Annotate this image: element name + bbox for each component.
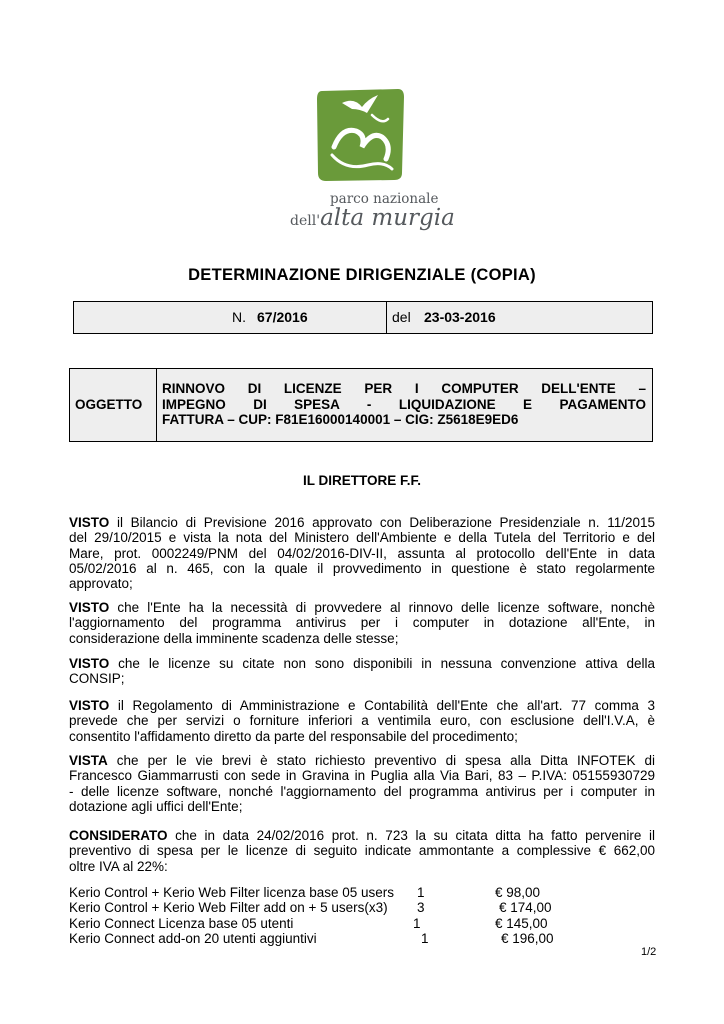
item-description: Kerio Connect add-on 20 utenti aggiuntivi: [69, 930, 317, 946]
paragraph-line: VISTA che per le vie brevi è stato richiesto preventivo di spesa alla Ditta INFOTEK di: [69, 753, 655, 768]
paragraph-line: l'aggiornamento del programma antivirus per i computer in dotazione all'Ente, in: [69, 615, 655, 631]
park-logo-mark: [312, 85, 408, 185]
item-quantity: 1: [413, 915, 421, 931]
paragraph-line: VISTO il Regolamento di Amministrazione e Contabilità dell'Ente che all'art. 77 comma 3: [69, 698, 655, 713]
item-description: Kerio Connect Licenza base 05 utenti: [69, 915, 294, 931]
paragraph-line: consentito l'affidamento diretto da parte del responsabile del procedimento;: [69, 728, 518, 744]
paragraph-line: dotazione agli uffici dell'Ente;: [69, 798, 243, 814]
logo-text-line1: parco nazionale: [330, 191, 439, 207]
paragraph-line: VISTO il Bilancio di Previsione 2016 approvato con Deliberazione Presidenziale n. 11/2015: [69, 515, 655, 530]
paragraph-lead: VISTO: [69, 600, 110, 615]
subject-divider: [156, 369, 157, 441]
item-price: € 174,00: [499, 900, 552, 916]
date-value: 23-03-2016: [424, 309, 496, 325]
paragraph-line: oltre IVA al 22%:: [69, 858, 168, 874]
paragraph-considerato: [69, 828, 655, 874]
paragraph-line: Mare, prot. 0002249/PNM del 04/02/2016-DIV-II, assunta al protocollo dell'Ente in data: [69, 545, 655, 561]
logo-text-line2: [290, 205, 455, 231]
paragraph-line: CONSIP;: [69, 671, 125, 687]
item-description: Kerio Control + Kerio Web Filter add on + 5 users(x3): [69, 900, 388, 916]
item-price: € 98,00: [495, 885, 541, 900]
paragraph-line: prevede che per servizi o forniture inferiori a ventimila euro, con esclusione dell'I.V.A, è: [69, 713, 655, 729]
paragraph-lead: VISTA: [69, 753, 108, 768]
logo-text-prefix: dell': [290, 213, 321, 229]
section-heading: IL DIRETTORE F.F.: [302, 473, 421, 488]
paragraph-lead: CONSIDERATO: [69, 828, 168, 843]
item-description: Kerio Control + Kerio Web Filter licenza base 05 users: [69, 885, 395, 900]
number-date-divider: [386, 302, 387, 333]
paragraph-line: preventivo di spesa per le licenze di seguito indicate ammontante a complessive € 662,00: [69, 843, 655, 859]
paragraph-line: VISTO che le licenze su citate non sono disponibili in nessuna convenzione attiva della: [69, 656, 655, 671]
paragraph-line: CONSIDERATO che in data 24/02/2016 prot. n. 723 la su citata ditta ha fatto pervenire il: [69, 828, 655, 843]
paragraph-line: - delle licenze software, nonché l'aggiornamento del programma antivirus per i computer in: [69, 783, 655, 799]
paragraph-line: del 29/10/2015 e vista la nota del Ministero dell'Ambiente e della Tutela del Territorio e del: [69, 530, 655, 546]
paragraph-line: 05/02/2016 al n. 465, con la quale il provvedimento in questione è stato regolarmente: [69, 560, 655, 576]
number-label: N.: [232, 309, 246, 325]
logo-text-main: alta murgia: [320, 205, 455, 231]
paragraph-line: VISTO che l'Ente ha la necessità di provvedere al rinnovo delle licenze software, nonchè: [69, 600, 655, 615]
subject-text: [162, 381, 646, 428]
item-quantity: 3: [417, 900, 425, 916]
paragraph-line: Francesco Giammarrusti con sede in Gravina in Puglia alla Via Bari, 83 – P.IVA: 05155930729: [69, 768, 655, 784]
item-price: € 145,00: [495, 915, 548, 931]
subject-line: FATTURA – CUP: F81E16000140001 – CIG: Z5618E9ED6: [162, 412, 519, 427]
paragraph-lead: VISTO: [69, 656, 110, 671]
number-date-box: [73, 301, 653, 334]
document-title: DETERMINAZIONE DIRIGENZIALE (COPIA): [188, 266, 536, 284]
subject-box: [69, 368, 653, 442]
paragraph-visto-bilancio: [69, 515, 655, 591]
subject-label: OGGETTO: [75, 397, 143, 412]
paragraph-line: approvato;: [69, 576, 133, 592]
park-logo: [290, 83, 455, 233]
paragraph-line: considerazione della imminente scadenza delle stesse;: [69, 630, 399, 646]
paragraph-visto-regolamento: [69, 698, 655, 744]
paragraph-visto-consip: [69, 656, 655, 687]
paragraph-vista-preventivo: [69, 753, 655, 814]
paragraph-lead: VISTO: [69, 698, 110, 713]
subject-line: IMPEGNO DI SPESA - LIQUIDAZIONE E PAGAMENTO: [162, 396, 646, 412]
item-price: € 196,00: [501, 930, 554, 946]
subject-line: RINNOVO DI LICENZE PER I COMPUTER DELL'ENTE –: [162, 381, 646, 396]
paragraph-lead: VISTO: [69, 515, 110, 530]
number-value: 67/2016: [257, 309, 308, 325]
item-quantity: 1: [421, 930, 429, 946]
page-number: 1/2: [641, 946, 657, 958]
item-quantity: 1: [417, 885, 425, 900]
paragraph-visto-rinnovo: [69, 600, 655, 646]
date-label: del: [392, 309, 411, 325]
